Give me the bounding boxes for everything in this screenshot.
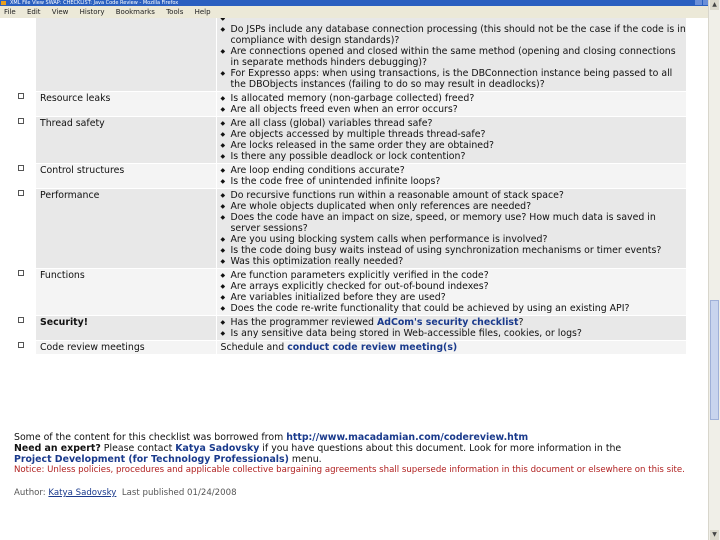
notice-text: Notice: Unless policies, procedures and applicable collective bargaining agreements shall supersede information in this document or elsewhere on this site. [14, 465, 685, 475]
list-item: ◆ Are locks released in the same order they are obtained? [217, 140, 687, 151]
published-date: Last published 01/24/2008 [121, 488, 237, 498]
table-row [14, 117, 686, 164]
list-item: ◆ Does the code have an impact on size, speed, or memory use? How much data is saved in server sessions? [217, 212, 687, 234]
scrollbar-thumb[interactable] [710, 300, 719, 420]
project-development-link[interactable]: Project Development (for Technology Professionals) [14, 454, 289, 465]
list-item: ◆ Are function parameters explicitly verified in the code? [217, 270, 687, 281]
list-item: ◆ Are whole objects duplicated when only references are needed? [217, 201, 687, 212]
list-item: ◆ Are all class (global) variables thread safe? [217, 118, 687, 129]
code-review-meeting-link[interactable]: conduct code review meeting(s) [287, 342, 458, 353]
list-item: ◆ Are all objects freed even when an error occurs? [217, 104, 687, 115]
checkbox-icon[interactable] [18, 342, 24, 348]
question-list [217, 270, 687, 314]
author-line: Author: Katya Sadovsky Last published 01/24/2008 [14, 488, 237, 498]
category-label: Functions [36, 269, 216, 316]
page-footer: Some of the content for this checklist was borrowed from http://www.macadamian.com/codereview.htm Need an expert? Please contact Katya Sadovsky if you have questions about this document. Look for more information in the Project Development (for Technology Professionals) menu. Notice: Unless policies, procedures and applicable collective bargaining agreements shall supersede information in this document or elsewhere on this site. Author: Katya Sadovsky Last published 01/24/2008 [14, 432, 694, 499]
menu-view[interactable]: View [51, 8, 69, 16]
checklist-table [14, 18, 686, 355]
question-list [217, 93, 687, 115]
category-label: Security! [36, 316, 216, 341]
list-item: ◆ Is there any possible deadlock or lock contention? [217, 151, 687, 162]
table-row [14, 189, 686, 269]
checkbox-icon[interactable] [18, 165, 24, 171]
list-item: ◆ Is any sensitive data being stored in Web-accessible files, cookies, or logs? [217, 328, 687, 339]
security-checklist-link[interactable]: AdCom's security checklist [376, 317, 519, 328]
table-row [14, 269, 686, 316]
list-item: ◆ Is the code doing busy waits instead of using synchronization mechanisms or timer events? [217, 245, 687, 256]
menu-help[interactable]: Help [194, 8, 211, 16]
list-item: ◆ Do recursive functions run within a reasonable amount of stack space? [217, 190, 687, 201]
category-label: Code review meetings [36, 341, 216, 355]
question-list [217, 190, 687, 267]
category-label: Resource leaks [36, 92, 216, 117]
checkbox-icon[interactable] [18, 93, 24, 99]
page-content [0, 18, 708, 540]
menu-edit[interactable]: Edit [26, 8, 41, 16]
list-item: ◆ Are objects accessed by multiple threads thread-safe? [217, 129, 687, 140]
list-item: ◆ Are connections opened and closed within the same method (opening and closing connections in separate methods hinders debugging)? [217, 46, 687, 68]
menu-bookmarks[interactable]: Bookmarks [115, 8, 155, 16]
list-item: ◆ Are you using blocking system calls when performance is involved? [217, 234, 687, 245]
list-item: ◆ For Expresso apps: when using transactions, is the DBConnection instance being passed to all the DBObjects instances (failing to do so may result in deadlocks)? [217, 68, 687, 90]
borrowed-note: Some of the content for this checklist was borrowed from http://www.macadamian.com/codereview.htm [14, 432, 529, 443]
question-list [217, 118, 687, 162]
menu-file[interactable]: File [4, 8, 16, 16]
list-item: ◆ Is allocated memory (non-garbage collected) freed? [217, 93, 687, 104]
table-row [14, 92, 686, 117]
question-list [217, 317, 687, 339]
menu-tools[interactable]: Tools [166, 8, 184, 16]
vertical-scrollbar[interactable] [708, 0, 720, 540]
list-item: ◆ Are loop ending conditions accurate? [217, 165, 687, 176]
scroll-down-icon[interactable]: ▼ [710, 530, 719, 540]
category-label: Performance [36, 189, 216, 269]
window-title: XML File View SWAP: CHECKLIST: Java Code Review - Mozilla Firefox [10, 0, 179, 6]
macadamian-link[interactable]: http://www.macadamian.com/codereview.htm [286, 432, 529, 443]
checkbox-icon[interactable] [18, 190, 24, 196]
minimize-button[interactable] [695, 0, 702, 5]
scroll-up-icon[interactable]: ▲ [710, 0, 719, 10]
category-label: Thread safety [36, 117, 216, 164]
list-item: ◆ Does the code re-write functionality that could be achieved by using an existing API? [217, 303, 687, 314]
category-label: Control structures [36, 164, 216, 189]
expert-note: Need an expert? Please contact Katya Sadovsky if you have questions about this document. Look for more information in the [14, 443, 622, 454]
list-item: ◆ Are variables initialized before they are used? [217, 292, 687, 303]
author-link[interactable]: Katya Sadovsky [48, 488, 117, 498]
question-list [217, 165, 687, 187]
table-row: Code review meetings Schedule and conduct code review meeting(s) [14, 341, 686, 355]
list-item: ◆ Do JSPs include any database connection processing (this should not be the case if the code is in compliance with design standards)? [217, 24, 687, 46]
list-item: ◆ Was this optimization really needed? [217, 256, 687, 267]
list-item: ◆ Are arrays explicitly checked for out-of-bound indexes? [217, 281, 687, 292]
question-list [217, 18, 687, 90]
table-row [14, 18, 686, 92]
table-row [14, 316, 686, 341]
checkbox-icon[interactable] [18, 270, 24, 276]
checkbox-icon[interactable] [18, 317, 24, 323]
table-row [14, 164, 686, 189]
menu-history[interactable]: History [79, 8, 105, 16]
checkbox-icon[interactable] [18, 118, 24, 124]
list-item: ◆ Is the code free of unintended infinite loops? [217, 176, 687, 187]
list-item: ◆ Has the programmer reviewed AdCom's security checklist? [217, 317, 687, 328]
firefox-icon [1, 1, 6, 5]
contact-link[interactable]: Katya Sadovsky [175, 443, 260, 454]
menu-bar [0, 6, 708, 18]
